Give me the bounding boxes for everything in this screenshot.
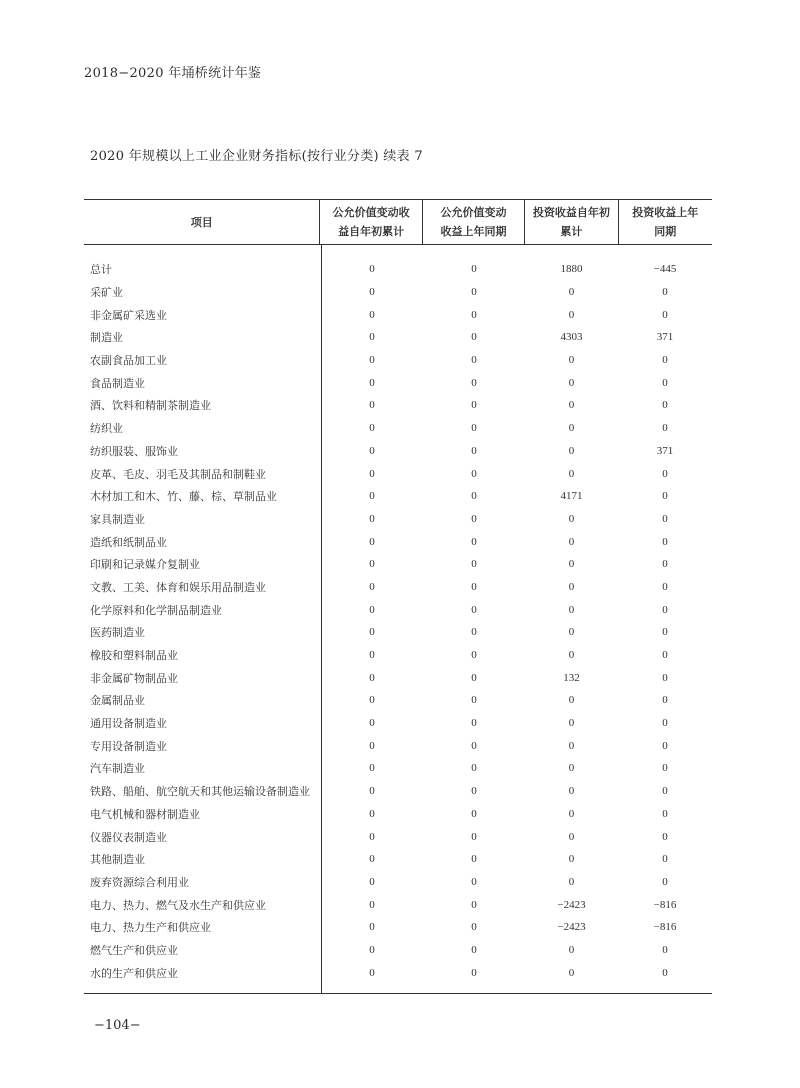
row-value: 0 [662,966,668,979]
row-value: 0 [662,830,668,843]
row-value: 0 [471,626,477,639]
row-label: 纺织业 [90,422,123,436]
row-value: 0 [471,694,477,707]
table-row [84,371,712,394]
row-value: 0 [369,853,375,866]
row-value: 0 [369,308,375,321]
row-value: 0 [369,331,375,344]
row-value: 0 [662,535,668,548]
row-label: 燃气生产和供应业 [90,943,178,957]
row-value: 0 [471,762,477,775]
row-value: 0 [471,376,477,389]
row-value: 0 [662,853,668,866]
column-header-investment-ytd [524,200,617,244]
row-label: 废弃资源综合利用业 [90,875,189,889]
row-value: 0 [662,875,668,888]
column-header-fair-value-prior [422,200,524,244]
table-row [84,576,712,599]
row-value: 0 [662,603,668,616]
row-value: 0 [369,694,375,707]
row-value: 0 [568,830,575,843]
row-label: 水的生产和供应业 [90,966,178,980]
row-value: 0 [369,717,375,730]
row-value: 0 [662,490,668,503]
row-value: 0 [568,717,575,730]
table-row [84,303,712,326]
row-value: 0 [662,943,668,956]
row-label: 农副食品加工业 [90,354,167,368]
row-label: 采矿业 [90,286,123,300]
row-value: −816 [653,898,677,911]
row-value: 0 [568,354,575,367]
row-value: 0 [471,717,477,730]
row-value: 0 [471,490,477,503]
row-value: 0 [471,649,477,662]
table-row [84,440,712,463]
row-value: 0 [568,308,575,321]
row-value: 0 [662,354,668,367]
row-label: 其他制造业 [90,853,145,867]
row-value: 0 [662,739,668,752]
row-value: 0 [369,512,375,525]
row-value: 0 [662,762,668,775]
row-value: 0 [471,785,477,798]
row-value: 0 [369,966,375,979]
row-value: 0 [568,580,575,593]
row-value: 0 [369,807,375,820]
table-row [84,734,712,757]
table-row [84,394,712,417]
row-value: 0 [568,875,575,888]
column-divider [321,245,322,993]
row-value: 0 [471,671,477,684]
table-row [84,553,712,576]
row-value: 0 [662,694,668,707]
row-value: 0 [369,399,375,412]
row-label: 纺织服装、服饰业 [90,444,178,458]
row-value: 0 [568,785,575,798]
row-value: 0 [662,785,668,798]
row-value: 0 [568,739,575,752]
column-header-label: 投资收益上年 同期 [632,206,699,238]
running-head: 2018−2020 年埇桥统计年鉴 [84,66,262,81]
column-header-fair-value-ytd [319,200,421,244]
row-value: 0 [369,535,375,548]
row-value: 0 [369,671,375,684]
row-value: 0 [568,558,575,571]
row-label: 铁路、船舶、航空航天和其他运输设备制造业 [90,785,310,799]
row-label: 仪器仪表制造业 [90,830,167,844]
row-label: 食品制造业 [90,376,145,390]
row-value: 0 [471,263,477,276]
row-value: 0 [369,875,375,888]
row-value: 0 [471,966,477,979]
row-value: 371 [656,444,674,457]
row-value: −2423 [557,898,586,911]
table-row [84,689,712,712]
row-value: 0 [369,422,375,435]
table-row [84,281,712,304]
row-value: 0 [568,444,575,457]
row-value: 0 [568,512,575,525]
row-value: 0 [662,671,668,684]
row-value: 0 [568,376,575,389]
data-table [84,199,712,994]
table-row [84,780,712,803]
row-value: 0 [471,512,477,525]
row-value: 0 [568,422,575,435]
table-body [84,245,712,993]
row-label: 印刷和记录媒介复制业 [90,558,200,572]
table-row [84,825,712,848]
row-value: 0 [369,649,375,662]
row-value: 0 [662,649,668,662]
row-value: 0 [369,490,375,503]
row-value: 0 [369,263,375,276]
column-header-label: 投资收益自年初 累计 [532,206,610,238]
table-row [84,530,712,553]
row-value: 0 [471,331,477,344]
row-value: 0 [471,853,477,866]
row-value: 0 [369,785,375,798]
table-row [84,462,712,485]
row-value: 0 [662,376,668,389]
row-value: 371 [656,331,674,344]
page-number: −104− [94,1018,141,1033]
row-value: 0 [369,603,375,616]
row-value: 0 [369,921,375,934]
row-value: 0 [369,898,375,911]
row-value: 0 [369,376,375,389]
row-value: 0 [662,308,668,321]
row-value: 0 [369,762,375,775]
table-bottom-rule [84,993,712,994]
row-value: 0 [568,853,575,866]
row-value: 0 [369,943,375,956]
row-value: 0 [568,694,575,707]
row-label: 电气机械和器材制造业 [90,807,200,821]
row-value: 0 [568,966,575,979]
row-label: 电力、热力、燃气及水生产和供应业 [90,898,266,912]
row-value: −2423 [557,921,586,934]
table-row [84,258,712,281]
row-value: 0 [662,626,668,639]
row-value: 0 [471,921,477,934]
row-value: 0 [471,603,477,616]
row-value: 0 [568,807,575,820]
row-value: 0 [369,558,375,571]
table-row [84,848,712,871]
row-value: 0 [369,830,375,843]
row-value: 0 [471,535,477,548]
row-label: 非金属矿物制品业 [90,671,178,685]
row-value: 0 [662,717,668,730]
row-value: 0 [471,467,477,480]
table-row [84,508,712,531]
table-row [84,598,712,621]
row-label: 总计 [90,263,112,277]
table-row [84,326,712,349]
row-value: 0 [471,444,477,457]
row-label: 医药制造业 [90,626,145,640]
row-label: 文教、工美、体育和娱乐用品制造业 [90,580,266,594]
row-value: 0 [568,943,575,956]
table-header [84,200,712,245]
table-row [84,349,712,372]
row-label: 汽车制造业 [90,762,145,776]
table-row [84,961,712,984]
row-value: 0 [369,739,375,752]
row-value: 0 [369,626,375,639]
row-label: 造纸和纸制品业 [90,535,167,549]
column-header-label: 公允价值变动 收益上年同期 [440,206,507,238]
column-header-label: 公允价值变动收 益自年初累计 [332,206,410,238]
row-label: 木材加工和木、竹、藤、棕、草制品业 [90,490,277,504]
row-value: 0 [369,354,375,367]
row-value: 0 [568,649,575,662]
row-value: 0 [662,512,668,525]
table-row [84,939,712,962]
table-row [84,712,712,735]
table-row [84,893,712,916]
table-row [84,916,712,939]
row-label: 皮革、毛皮、羽毛及其制品和制鞋业 [90,467,266,481]
row-value: 0 [662,558,668,571]
row-label: 制造业 [90,331,123,345]
row-label: 专用设备制造业 [90,739,167,753]
row-value: 0 [369,444,375,457]
row-value: 0 [662,580,668,593]
table-row [84,803,712,826]
row-value: 0 [369,580,375,593]
row-value: 4303 [560,331,583,344]
row-value: 0 [369,467,375,480]
row-value: 0 [568,603,575,616]
row-value: 0 [662,422,668,435]
row-value: 0 [568,467,575,480]
row-value: 0 [568,535,575,548]
row-value: 0 [471,580,477,593]
row-value: 0 [471,399,477,412]
row-value: 0 [471,558,477,571]
table-row [84,757,712,780]
row-value: 0 [471,943,477,956]
column-header-item [84,200,319,244]
row-value: 0 [471,286,477,299]
row-value: −816 [653,921,677,934]
row-value: 0 [471,875,477,888]
row-value: 0 [471,830,477,843]
row-label: 化学原料和化学制品制造业 [90,603,222,617]
row-value: 0 [471,739,477,752]
table-row [84,666,712,689]
row-value: 0 [471,898,477,911]
column-header-label: 项目 [190,215,213,229]
table-row [84,871,712,894]
row-label: 非金属矿采选业 [90,308,167,322]
row-label: 通用设备制造业 [90,717,167,731]
row-label: 酒、饮料和精制茶制造业 [90,399,211,413]
row-value: 132 [563,671,580,684]
table-title: 2020 年规模以上工业企业财务指标(按行业分类) 续表 7 [90,149,423,164]
row-value: 0 [662,807,668,820]
row-value: 0 [662,467,668,480]
table-row [84,417,712,440]
row-value: 1880 [560,263,583,276]
row-value: −445 [653,263,677,276]
row-value: 0 [568,626,575,639]
row-value: 0 [471,807,477,820]
row-value: 0 [369,286,375,299]
table-row [84,621,712,644]
row-value: 0 [662,399,668,412]
row-value: 0 [568,399,575,412]
row-value: 0 [568,762,575,775]
row-value: 0 [568,286,575,299]
column-header-investment-prior [618,200,712,244]
row-label: 橡胶和塑料制品业 [90,649,178,663]
row-value: 0 [471,422,477,435]
table-row [84,485,712,508]
row-value: 0 [471,354,477,367]
row-label: 电力、热力生产和供应业 [90,921,211,935]
row-value: 4171 [560,490,583,503]
table-row [84,644,712,667]
row-value: 0 [662,286,668,299]
row-label: 家具制造业 [90,512,145,526]
row-label: 金属制品业 [90,694,145,708]
row-value: 0 [471,308,477,321]
